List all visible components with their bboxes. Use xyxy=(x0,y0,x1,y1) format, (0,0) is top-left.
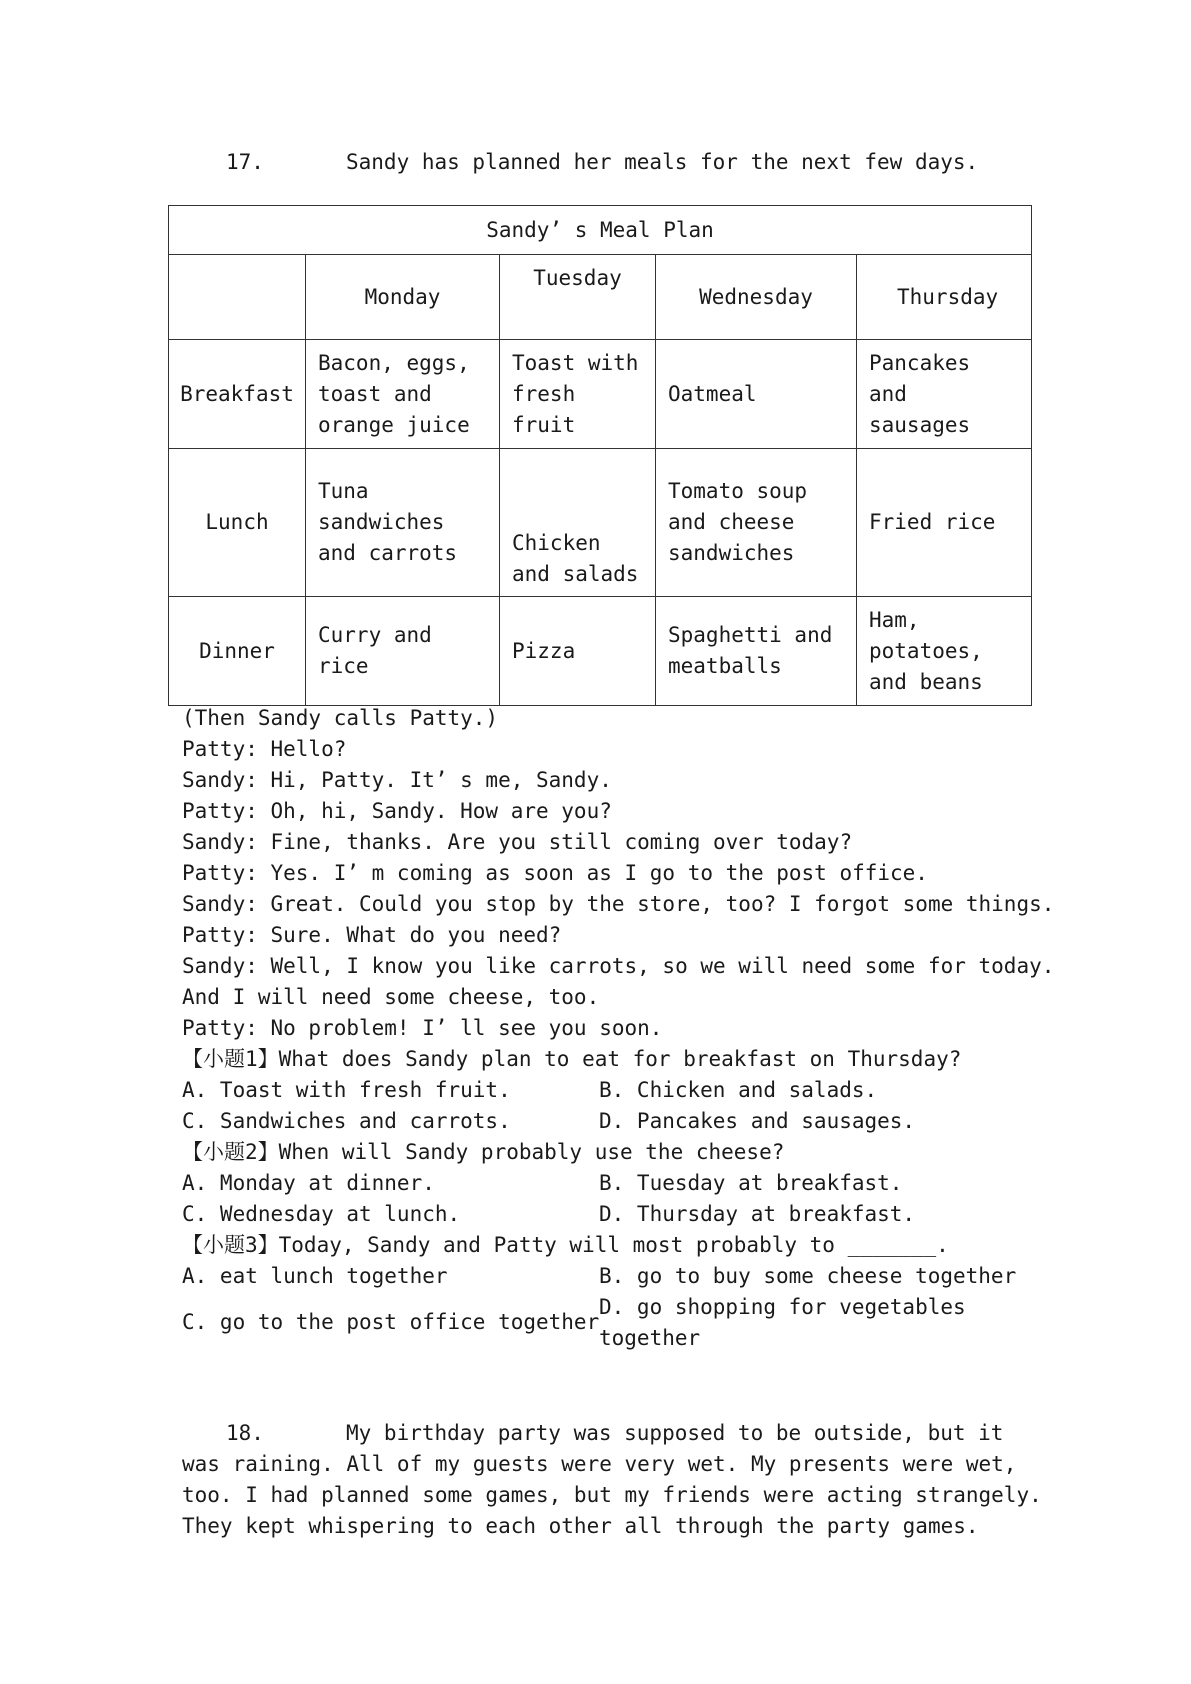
table-cell: Chicken and salads xyxy=(500,449,656,597)
table-cell: Curry and rice xyxy=(306,597,500,706)
question-17-number: 17. xyxy=(226,150,264,174)
option-d: D. Thursday at breakfast. xyxy=(599,1202,916,1226)
table-title: Sandy’ s Meal Plan xyxy=(169,206,1032,255)
option-c: C. go to the post office together xyxy=(182,1310,600,1334)
table-cell: Pancakes and sausages xyxy=(857,340,1032,449)
option-b: B. go to buy some cheese together xyxy=(599,1264,1017,1288)
dialogue-line: Patty: Hello? xyxy=(182,737,347,761)
option-b: B. Tuesday at breakfast. xyxy=(599,1171,903,1195)
table-cell: Tuna sandwiches and carrots xyxy=(306,449,500,597)
dialogue-line: Patty: Yes. I’ m coming as soon as I go to the post office. xyxy=(182,861,928,885)
table-cell: Ham, potatoes, and beans xyxy=(857,597,1032,706)
table-cell: Pizza xyxy=(500,597,656,706)
dialogue-line: Patty: No problem! I’ ll see you soon. xyxy=(182,1016,663,1040)
dialogue-line: Sandy: Hi, Patty. It’ s me, Sandy. xyxy=(182,768,612,792)
dialogue-line: Patty: Sure. What do you need? xyxy=(182,923,562,947)
meal-label-lunch: Lunch xyxy=(169,449,306,597)
question-18-text: They kept whispering to each other all through the party games. xyxy=(182,1514,979,1538)
day-header-wednesday: Wednesday xyxy=(656,255,857,340)
meal-plan-table xyxy=(168,205,1032,706)
table-row xyxy=(169,340,1032,449)
table-cell: Oatmeal xyxy=(656,340,857,449)
subquestion-2-stem: 【小题2】When will Sandy probably use the cheese? xyxy=(182,1140,785,1164)
day-header-monday: Monday xyxy=(306,255,500,340)
option-a: A. Toast with fresh fruit. xyxy=(182,1078,511,1102)
dialogue-line: Sandy: Well, I know you like carrots, so we will need some for today. xyxy=(182,954,1055,978)
table-cell: Tomato soup and cheese sandwiches xyxy=(656,449,857,597)
option-a: A. Monday at dinner. xyxy=(182,1171,435,1195)
table-cell: Bacon, eggs, toast and orange juice xyxy=(306,340,500,449)
question-18-text: was raining. All of my guests were very wet. My presents were wet, xyxy=(182,1452,1017,1476)
day-header-thursday: Thursday xyxy=(857,255,1032,340)
question-18-text: My birthday party was supposed to be outside, but it xyxy=(346,1421,1004,1445)
option-c: C. Wednesday at lunch. xyxy=(182,1202,461,1226)
dialogue-line: Sandy: Fine, thanks. Are you still coming over today? xyxy=(182,830,853,854)
table-cell: Fried rice xyxy=(857,449,1032,597)
question-17-intro: Sandy has planned her meals for the next few days. xyxy=(346,150,979,174)
question-18-number: 18. xyxy=(226,1421,264,1445)
table-cell: Toast with fresh fruit xyxy=(500,340,656,449)
option-d-continued: together xyxy=(599,1326,701,1350)
option-d: D. go shopping for vegetables xyxy=(599,1295,966,1319)
option-b: B. Chicken and salads. xyxy=(599,1078,878,1102)
subquestion-1-stem: 【小题1】What does Sandy plan to eat for breakfast on Thursday? xyxy=(182,1047,962,1071)
subquestion-3-stem: 【小题3】Today, Sandy and Patty will most probably to _______. xyxy=(182,1233,949,1257)
table-row xyxy=(169,597,1032,706)
day-header-tuesday: Tuesday xyxy=(500,255,656,340)
dialogue-line: Patty: Oh, hi, Sandy. How are you? xyxy=(182,799,612,823)
table-corner-cell xyxy=(169,255,306,340)
question-18-text: too. I had planned some games, but my friends were acting strangely. xyxy=(182,1483,1042,1507)
option-d: D. Pancakes and sausages. xyxy=(599,1109,916,1133)
dialogue-line: Sandy: Great. Could you stop by the store, too? I forgot some things. xyxy=(182,892,1055,916)
dialogue-line: (Then Sandy calls Patty.) xyxy=(182,706,499,730)
option-a: A. eat lunch together xyxy=(182,1264,448,1288)
meal-label-dinner: Dinner xyxy=(169,597,306,706)
dialogue-line: And I will need some cheese, too. xyxy=(182,985,600,1009)
meal-label-breakfast: Breakfast xyxy=(169,340,306,449)
option-c: C. Sandwiches and carrots. xyxy=(182,1109,511,1133)
table-row xyxy=(169,449,1032,597)
table-cell: Spaghetti and meatballs xyxy=(656,597,857,706)
